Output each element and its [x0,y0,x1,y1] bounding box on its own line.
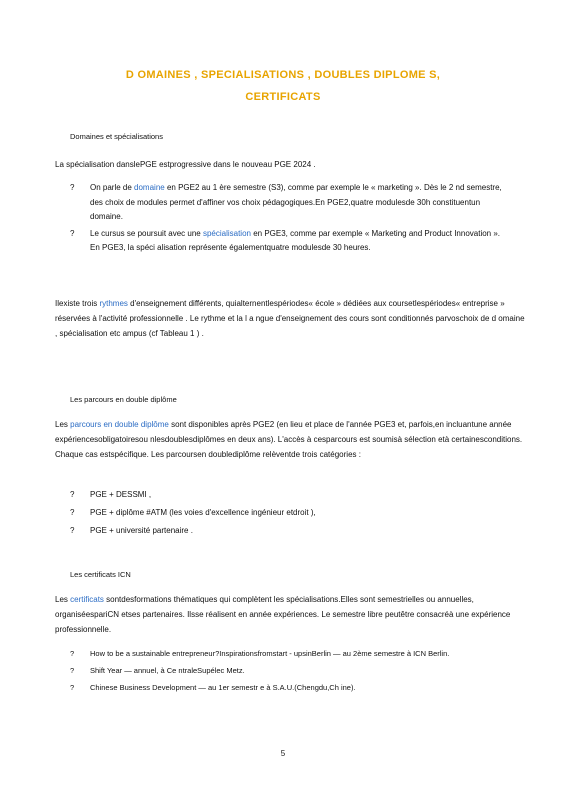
page-title-line-2: CERTIFICATS [245,91,321,103]
specialisation-link[interactable]: spécialisation [202,228,251,238]
list-item [70,647,510,660]
list-item [70,487,510,503]
rythmes-link[interactable]: rythmes [99,299,128,308]
bullet-text: Shift Year — annuel, à Ce ntraleSupélec Metz. [90,666,245,675]
section3-paragraph [55,592,525,637]
para-text-post: sont disponibles après PGE2 (en lieu et place de l'année PGE3 et, parfois,en incluantune année expériencesobligatoiresou nlesdoublesdiplômes en deux ans). L'accès à cesparcours est soumisà sélection età certainesconditions. Chaque cas estspécifique. Les parcoursen doublediplôme relèventde trois catégories : [55,420,523,459]
bullet-text: Chinese Business Development — au 1er semestr e à S.A.U.(Chengdu,Ch ine). [90,683,356,692]
bullet-marker: ? [70,649,75,658]
bullet-marker: ? [70,683,75,692]
domaine-link[interactable]: domaine [134,183,165,192]
section2-bullet-list [70,487,510,539]
para-text-pre: Les [55,420,71,429]
bullet-text-post: en PGE2 au 1 ère semestre (S3), comme par exemple le « marketing ». Dès le 2 nd semestre, des choix de modules permet d'affiner vos choix pédagogiques.En PGE2,quatre modulesde 30h constituentun domaine. [90,183,502,221]
certificats-link[interactable]: certificats [70,595,104,604]
para-text-post: d'enseignement différents, quialternentlespériodes« école » dédiées aux coursetlespériodes« entreprise » réservées à l'activité professionnelle . Le rythme et la l a ngue d'enseignement des cours sont conditionnés parvoschoix de d omaine , spécialisation etc ampus (cf Tableau 1 ) . [55,299,525,338]
para-text-pre: Les [55,595,71,604]
section-heading-domaines: Domaines et spécialisations [70,132,163,141]
section-heading-certificats: Les certificats ICN [70,570,131,579]
bullet-marker: ? [70,526,75,535]
section1-paragraph-rythmes [55,296,525,341]
bullet-marker: ? [70,183,75,192]
para-text-post: sontdesformations thématiques qui complètent les spécialisations.Elles sont semestrielles ou annuelles, organiséespariCN etses partenaires. Ilsse réalisent en année expériences. Le semestre libre peutêtre consacréà une expérience professionnelle. [55,595,511,634]
para-text-pre: Ilexiste trois [55,299,100,308]
bullet-text-pre: Le cursus se poursuit avec une [90,228,203,238]
page-title-line-1: D OMAINES , SPECIALISATIONS , DOUBLES DIPLOME S, [125,69,441,81]
list-item [70,505,510,521]
bullet-marker: ? [70,666,75,675]
list-item [70,681,510,694]
bullet-marker: ? [70,508,75,517]
section2-paragraph [55,417,525,462]
list-item [70,523,510,539]
bullet-marker: ? [70,228,75,238]
bullet-text: PGE + diplôme #ATM (les voies d'excellence ingénieur etdroit ), [90,508,316,517]
bullet-marker: ? [70,490,75,499]
page-number: 5 [280,749,286,758]
bullet-text-pre: On parle de [90,183,135,192]
parcours-double-diplome-link[interactable]: parcours en double diplôme [70,420,169,429]
section1-bullet-list [70,181,510,256]
list-item [70,227,510,256]
bullet-text: How to be a sustainable entrepreneur?Inspirationsfromstart - upsinBerlin — au 2ème semestre à ICN Berlin. [90,649,450,658]
list-item [70,181,510,225]
list-item [70,664,510,677]
section1-intro: La spécialisation danslePGE estprogressive dans le nouveau PGE 2024 . [55,160,316,169]
section-heading-parcours: Les parcours en double diplôme [70,395,177,404]
section3-bullet-list [70,647,510,694]
bullet-text-post: en PGE3, comme par exemple « Marketing and Product Innovation ». En PGE3, la spéci alisation représente égalementquatre modulesde 30 heures. [90,228,501,252]
bullet-text: PGE + DESSMI , [90,490,152,499]
bullet-text: PGE + université partenaire . [90,526,193,535]
